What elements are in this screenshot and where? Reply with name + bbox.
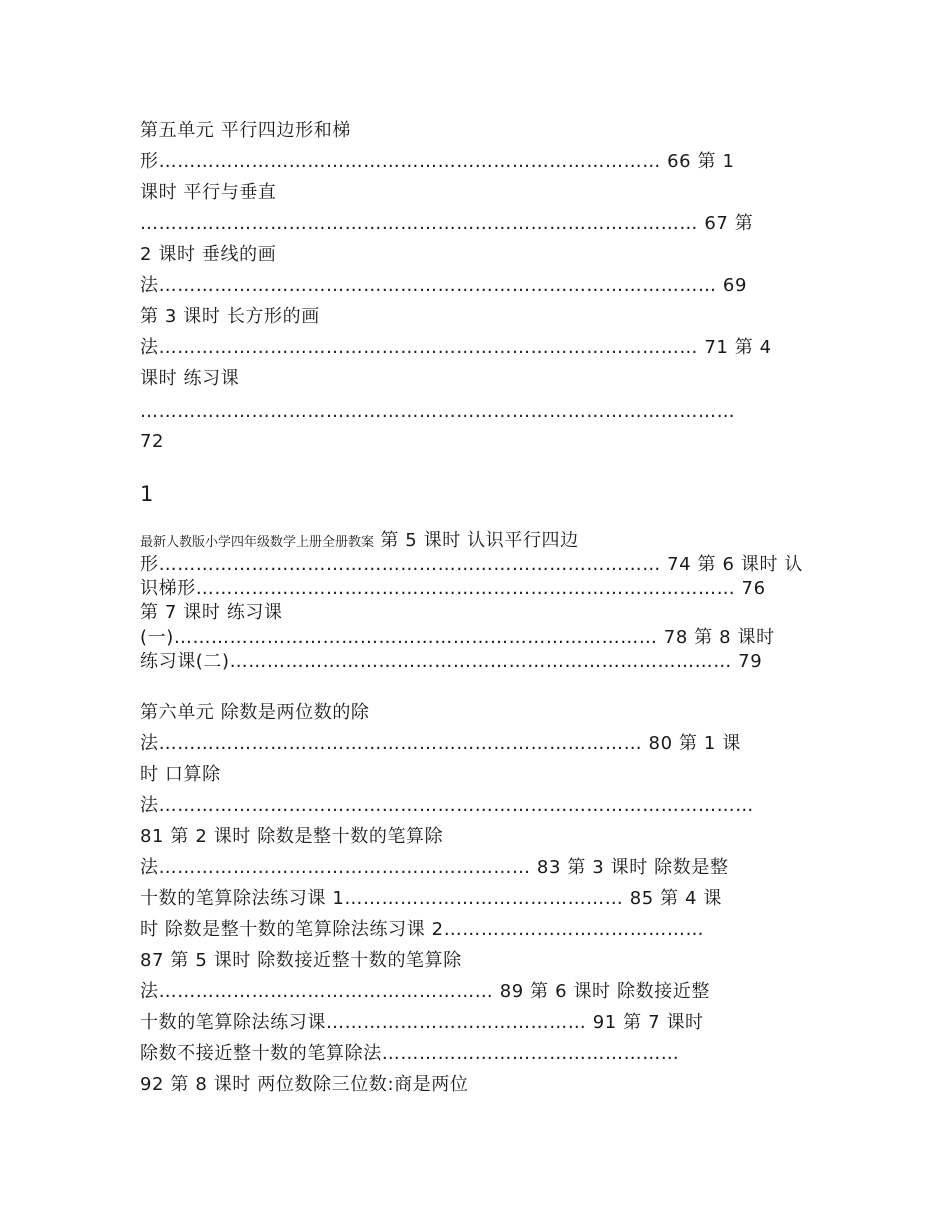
toc-line: 法…………………………………………………………………………… 71 第 4	[140, 337, 772, 358]
toc-line: 形……………………………………………………………………… 74 第 6 课时 认	[140, 554, 803, 575]
toc-line: 法……………………………………………………………………………………	[140, 795, 754, 816]
toc-line: 时 除数是整十数的笔算除法练习课 2……………………………………	[140, 919, 705, 940]
toc-line: 92 第 8 课时 两位数除三位数:商是两位	[140, 1074, 469, 1095]
toc-line: 72	[140, 431, 165, 452]
toc-line: 时 口算除	[140, 764, 221, 785]
toc-line: 81 第 2 课时 除数是整十数的笔算除	[140, 826, 444, 847]
toc-line: 第六单元 除数是两位数的除	[140, 702, 370, 723]
toc-line: 除数不接近整十数的笔算除法…………………………………………	[140, 1043, 680, 1064]
toc-line: 练习课(二)……………………………………………………………………… 79	[140, 651, 763, 672]
toc-line: ……………………………………………………………………………… 67 第	[140, 213, 754, 234]
document-header: 最新人教版小学四年级数学上册全册教案	[140, 535, 375, 550]
toc-line: 法……………………………………………………………………………… 69	[140, 275, 748, 296]
toc-line: 第五单元 平行四边形和梯	[140, 120, 351, 141]
toc-line: 2 课时 垂线的画	[140, 244, 277, 265]
toc-line: 法…………………………………………………… 83 第 3 课时 除数是整	[140, 857, 729, 878]
toc-line: 课时 平行与垂直	[140, 182, 277, 203]
toc-line: 法……………………………………………… 89 第 6 课时 除数接近整	[140, 981, 710, 1002]
toc-line: 第 7 课时 练习课	[140, 602, 283, 623]
toc-line: ……………………………………………………………………………………	[140, 401, 736, 422]
toc-line-text: 第 5 课时 认识平行四边	[374, 530, 579, 551]
toc-line: 十数的笔算除法练习课 1……………………………………… 85 第 4 课	[140, 888, 723, 909]
toc-line: 十数的笔算除法练习课…………………………………… 91 第 7 课时	[140, 1012, 704, 1033]
toc-line: 识梯形…………………………………………………………………………… 76	[140, 578, 766, 599]
toc-line	[140, 529, 579, 555]
toc-line: 法…………………………………………………………………… 80 第 1 课	[140, 733, 741, 754]
toc-line: 形……………………………………………………………………… 66 第 1	[140, 151, 735, 172]
toc-line: 87 第 5 课时 除数接近整十数的笔算除	[140, 950, 462, 971]
page-number: 1	[140, 482, 154, 506]
toc-line: 课时 练习课	[140, 368, 240, 389]
toc-line: (一)…………………………………………………………………… 78 第 8 课时	[140, 627, 775, 648]
toc-line: 第 3 课时 长方形的画	[140, 306, 320, 327]
